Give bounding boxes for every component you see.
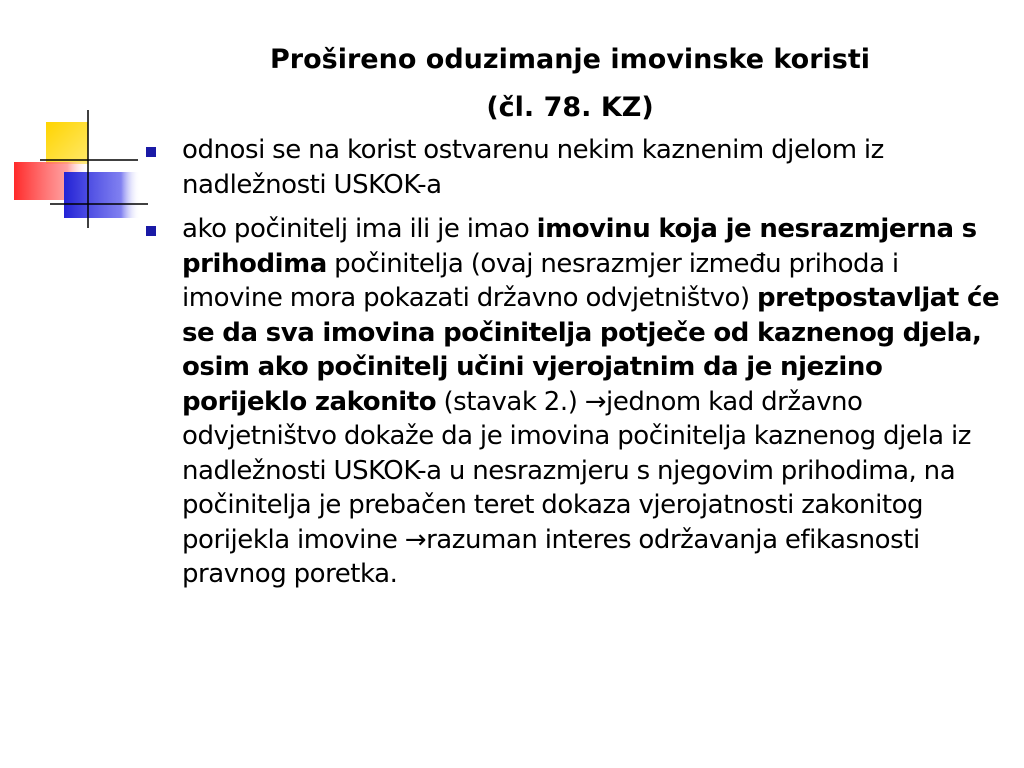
bullet-item-2 bbox=[146, 212, 1006, 592]
bullet-2-bold-part-1: imovinu koja je nesrazmjerna s prihodima bbox=[182, 214, 977, 279]
slide-title-line-2: (čl. 78. KZ) bbox=[486, 92, 654, 123]
decorative-squares-graphic bbox=[0, 100, 150, 240]
blue-rectangle bbox=[64, 172, 140, 218]
bullet-list bbox=[146, 133, 1006, 602]
square-bullet-icon bbox=[146, 226, 156, 236]
yellow-square bbox=[46, 122, 88, 164]
slide-title bbox=[150, 36, 990, 132]
bullet-item-1 bbox=[146, 133, 1006, 202]
slide-title-line-1: Prošireno oduzimanje imovinske koristi bbox=[270, 44, 870, 75]
bullet-2-bold-part-2: pretpostavljat će se da sva imovina počinitelja potječe od kaznenog djela, osim ako počinitelj učini vjerojatnim da je njezino porijeklo zakonito bbox=[182, 283, 1000, 417]
bullet-2-text-part-3: (stavak 2.) →jednom kad državno odvjetništvo dokaže da je imovina počinitelja kaznenog djela iz nadležnosti USKOK-a u nesrazmjeru s njegovim prihodima, na počinitelja je prebačen teret dokaza vjerojatnosti zakonitog porijekla imovine →razuman interes održavanja efikasnosti pravnog poretka. bbox=[182, 386, 971, 589]
bullet-2-text-part-1: ako počinitelj ima ili je imao bbox=[182, 214, 537, 244]
square-bullet-icon bbox=[146, 147, 156, 157]
bullet-2-text-part-2: počinitelja (ovaj nesrazmjer između prihoda i imovine mora pokazati državno odvjetništvo) bbox=[182, 248, 899, 313]
bullet-1-text: odnosi se na korist ostvarenu nekim kaznenim djelom iz nadležnosti USKOK-a bbox=[182, 135, 884, 200]
